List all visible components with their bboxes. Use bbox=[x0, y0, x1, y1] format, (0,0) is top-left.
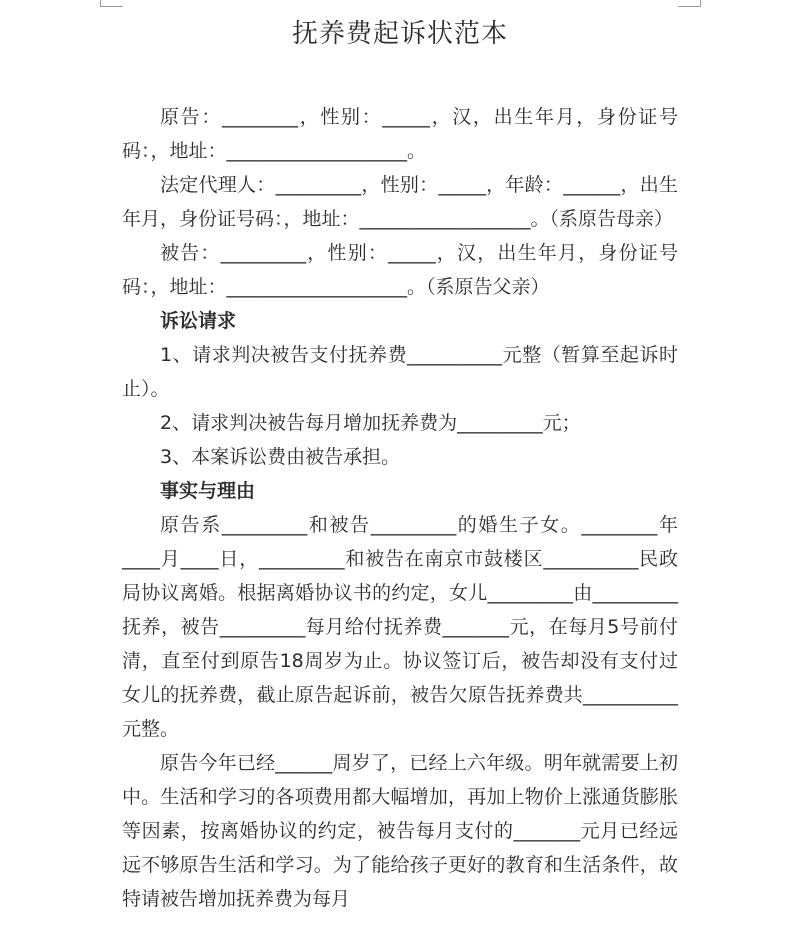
facts-paragraph-1: 原告系_________和被告_________的婚生子女。________年____月____日，_________和被告在南京市鼓楼区__________民政局协议离婚。根据离婚协议书的约定，女儿_________由_________抚养，被告_________每月给付抚养费_______元，在每月5号前付清，直至付到原告18周岁为止。协议签订后，被告却没有支付过女儿的抚养费，截止原告起诉前，被告欠原告抚养费共__________元整。 bbox=[122, 514, 678, 740]
defendant-info: 被告：_________，性别：_____，汉，出生年月，身份证号码：，地址：___________________。（系原告父亲） bbox=[122, 242, 678, 298]
claims-heading: 诉讼请求 bbox=[160, 310, 237, 332]
legal-representative-info: 法定代理人：_________，性别：_____，年龄：______，出生年月，身份证号码：，地址：__________________。（系原告母亲） bbox=[122, 174, 678, 230]
facts-heading: 事实与理由 bbox=[160, 480, 256, 502]
document-body bbox=[122, 100, 678, 916]
document-title: 抚养费起诉状范本 bbox=[291, 19, 508, 49]
claim-item-3: 3、本案诉讼费由被告承担。 bbox=[160, 446, 401, 468]
plaintiff-info: 原告：________，性别：_____，汉，出生年月，身份证号码：，地址：___________________。 bbox=[122, 106, 678, 162]
claim-item-2: 2、请求判决被告每月增加抚养费为_________元； bbox=[160, 412, 581, 434]
page-corner-mark-left bbox=[100, 0, 123, 7]
claim-item-1: 1、请求判决被告支付抚养费__________元整（暂算至起诉时止）。 bbox=[122, 344, 678, 400]
page-corner-mark-right bbox=[678, 0, 701, 7]
facts-paragraph-2: 原告今年已经______周岁了，已经上六年级。明年就需要上初中。生活和学习的各项费用都大幅增加，再加上物价上涨通货膨胀等因素，按离婚协议的约定，被告每月支付的_______元月已经远远不够原告生活和学习。为了能给孩子更好的教育和生活条件，故特请被告增加抚养费为每月 bbox=[122, 752, 678, 910]
